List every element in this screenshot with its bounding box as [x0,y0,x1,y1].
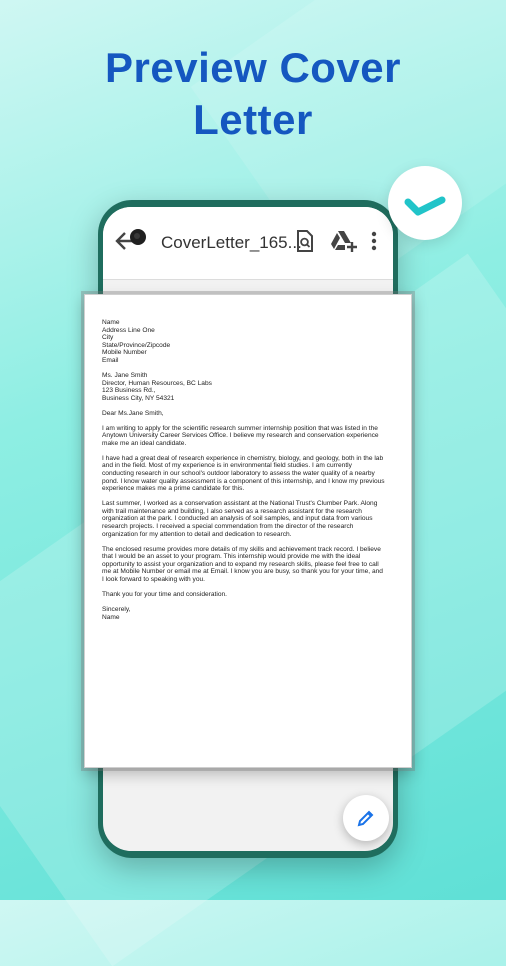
checkmark-badge [388,166,462,240]
closing: Sincerely, [102,605,131,613]
search-document-icon[interactable] [296,230,314,257]
headline [0,42,506,146]
recipient-line: 123 Business Rd., [102,387,156,395]
letter-paragraph: The enclosed resume provides more details of my skills and achievement track record. I believe that I would be an asset to your program. This internship would provide me with the ideal opportunity to assist your organization and to expand my research skills, please feel free to call me at Mobile Number or email me at Email. I know you are busy, so thank you for your time, and I look forward to speaking with you. [102,545,383,583]
recipient-line: Business City, NY 54321 [102,394,175,402]
signature: Name [102,613,120,621]
letter-paragraph: Thank you for your time and consideration. [102,590,227,598]
sender-line: Email [102,356,119,364]
headline-line-1: Preview Cover [105,44,401,91]
letter-paragraph: I am writing to apply for the scientific research summer internship position that was listed in the Anytown University Career Services Office. I believe my research and conservation experience make me an ideal candidate. [102,424,379,447]
greeting: Dear Ms.Jane Smith, [102,409,164,417]
letter-paragraph: I have had a great deal of research experience in chemistry, biology, and geology, both in the lab and in the field. Most of my experience is in environmental field studies. I am currently conducting research in our school's outdoor laboratory to assess the water quality of a nearby pond. I know water quality assessment is a component of this internship, and I know my previous experience makes me a prime candidate for this. [102,454,385,493]
recipient-line: Director, Human Resources, BC Labs [102,379,212,387]
cover-letter-page [84,294,412,768]
letter-paragraph: Last summer, I worked as a conservation assistant at the National Trust's Clumber Park. Along with trail maintenance and building, I also served as a research assistant for the research organization at the park. I conducted an analysis of soil samples, and input data from various research projects. I received a special commendation from the director of the research organization for my attention to detail and dedication to research. [102,500,378,538]
edit-button[interactable] [343,795,389,841]
camera-cutout [130,229,146,245]
edit-pencil-icon [356,808,376,828]
more-vert-icon[interactable] [371,231,377,256]
recipient-block [102,372,385,402]
sender-block [102,319,385,365]
sender-line: Name [102,319,120,326]
app-bar [103,207,393,280]
add-to-drive-icon[interactable] [331,230,357,257]
sender-line: Mobile Number [102,349,147,357]
headline-line-2: Letter [193,96,313,143]
sender-line: City [102,334,114,342]
sender-line: State/Province/Zipcode [102,341,171,349]
sender-line: Address Line One [102,326,155,334]
recipient-line: Ms. Jane Smith [102,371,148,379]
checkmark-icon [404,186,446,218]
document-title: CoverLetter_165... [161,233,302,252]
closing-block [102,606,385,621]
